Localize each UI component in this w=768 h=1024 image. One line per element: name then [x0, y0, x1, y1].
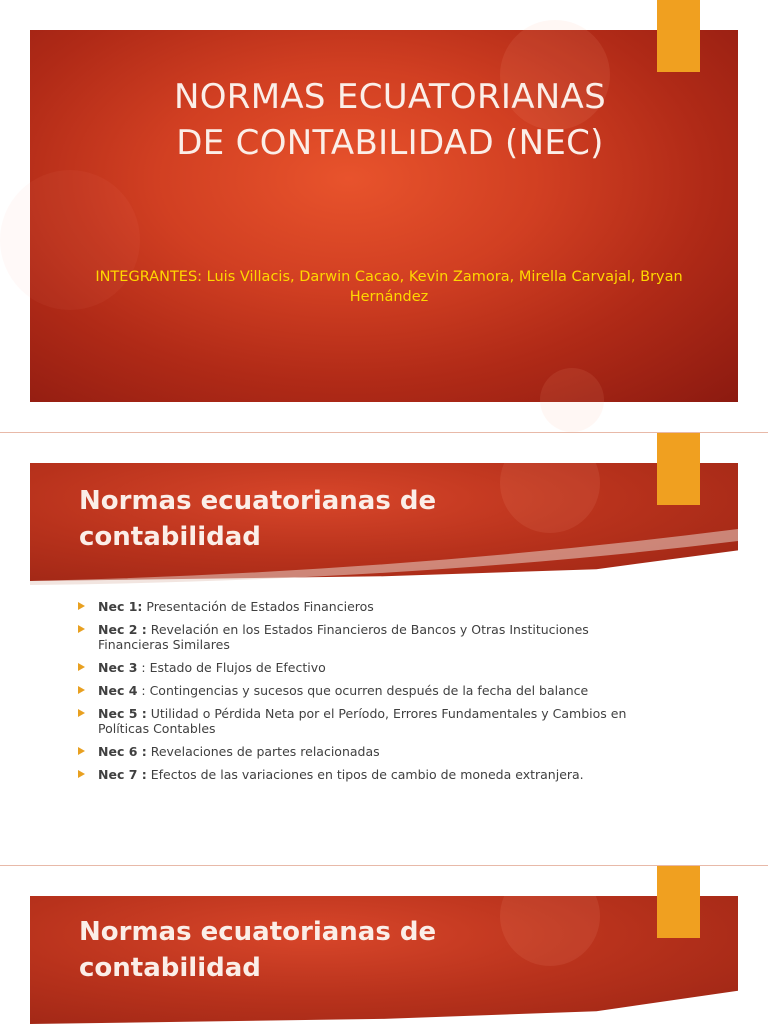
slide-nec-list [0, 433, 768, 865]
subtitle-line: Hernández [349, 289, 429, 305]
subtitle-line: INTEGRANTES: Luis Villacis, Darwin Cacao, Kevin Zamora, Mirella Carvajal, Bryan [95, 269, 683, 285]
nec-description: Revelaciones de partes relacionadas [146, 744, 380, 759]
nec-description: : Contingencias y sucesos que ocurren después de la fecha del balance [137, 683, 589, 698]
nec-bullet-list [76, 599, 636, 790]
bullet-arrow-icon [78, 625, 85, 633]
bullet-arrow-icon [78, 602, 85, 610]
nec-description: Utilidad o Pérdida Neta por el Período, Errores Fundamentales y Cambios en Políticas Contables [98, 706, 627, 736]
list-item [76, 660, 636, 675]
list-item [76, 767, 636, 782]
heading-line: contabilidad [79, 522, 261, 552]
nec-code: Nec 7 : [98, 767, 147, 782]
orange-accent-tab [657, 866, 700, 938]
bullet-arrow-icon [78, 686, 85, 694]
nec-code: Nec 6 : [98, 744, 147, 759]
title-line: DE CONTABILIDAD (NEC) [176, 123, 604, 163]
slide-heading [79, 914, 639, 986]
bullet-arrow-icon [78, 709, 85, 717]
heading-line: contabilidad [79, 953, 261, 983]
list-item [76, 706, 636, 736]
nec-code: Nec 2 : [98, 622, 147, 637]
nec-description: Revelación en los Estados Financieros de Bancos y Otras Instituciones Financieras Similares [98, 622, 589, 652]
list-item [76, 622, 636, 652]
heading-line: Normas ecuatorianas de [79, 486, 437, 516]
nec-description: Efectos de las variaciones en tipos de cambio de moneda extranjera. [146, 767, 584, 782]
slide-title [0, 0, 768, 432]
bokeh-circle [540, 368, 604, 432]
slide-nec-continued [0, 866, 768, 1024]
team-members-subtitle [50, 267, 728, 307]
list-item [76, 744, 636, 759]
bullet-arrow-icon [78, 663, 85, 671]
orange-accent-tab [657, 433, 700, 505]
nec-code: Nec 5 : [98, 706, 147, 721]
bullet-arrow-icon [78, 747, 85, 755]
nec-description: Presentación de Estados Financieros [142, 599, 374, 614]
title-line: NORMAS ECUATORIANAS [174, 77, 606, 117]
bullet-arrow-icon [78, 770, 85, 778]
slide-title-text [60, 74, 720, 166]
list-item [76, 683, 636, 698]
nec-description: : Estado de Flujos de Efectivo [137, 660, 326, 675]
orange-accent-tab [657, 0, 700, 72]
heading-line: Normas ecuatorianas de [79, 917, 437, 947]
slide-heading [79, 483, 639, 555]
nec-code: Nec 3 [98, 660, 138, 675]
list-item [76, 599, 636, 614]
nec-code: Nec 1: [98, 599, 143, 614]
nec-code: Nec 4 [98, 683, 138, 698]
